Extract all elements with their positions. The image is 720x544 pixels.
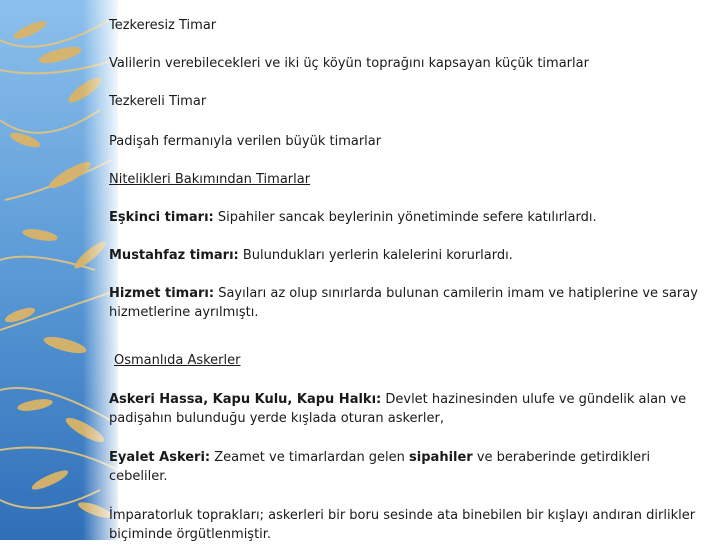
asker-hassa-text: Devlet hazinesinden ulufe ve gündelik alan ve padişahın bulunduğu yerde kışlada oturan askerler, (109, 392, 687, 426)
nitelik-text: Sipahiler sancak beylerinin yönetiminde sefere katılırlardı. (213, 210, 597, 225)
nitelik-item (109, 284, 699, 322)
asker-hassa-term: Askeri Hassa, Kapu Kulu, Kapu Halkı: (109, 392, 382, 407)
asker-eyalet-text: Zeamet ve timarlardan gelen (210, 450, 410, 465)
asker-hassa (109, 390, 699, 428)
nitelik-term: Hizmet timarı: (109, 286, 215, 301)
tezkereli-title: Tezkereli Timar (109, 94, 207, 109)
asker-eyalet-text-2: ve beraberinde getirdikleri cebeliler. (109, 450, 651, 484)
nitelik-heading: Nitelikleri Bakımından Timarlar (109, 172, 311, 187)
tezkeresiz-title: Tezkeresiz Timar (109, 18, 217, 33)
tezkeresiz-description: Valilerin verebilecekleri ve iki üç köyün toprağını kapsayan küçük timarlar (109, 56, 589, 71)
asker-eyalet (109, 448, 699, 486)
nitelik-term: Eşkinci timarı: (109, 210, 214, 225)
nitelik-term: Mustahfaz timarı: (109, 248, 239, 263)
nitelik-text: Sayıları az olup sınırlarda bulunan camilerin imam ve hatiplerine ve saray hizmetlerine ayrılmıştı. (109, 286, 698, 320)
tezkereli-description: Padişah fermanıyla verilen büyük timarlar (109, 134, 382, 149)
nitelik-item (109, 246, 699, 265)
imparatorluk-text: İmparatorluk toprakları; askerleri bir boru sesinde ata binebilen bir kışlayı andıran dirlikler biçiminde örgütlenmiştir. (109, 508, 696, 542)
nitelik-text: Bulundukları yerlerin kalelerini korurlardı. (238, 248, 513, 263)
asker-eyalet-bold: sipahiler (409, 450, 473, 465)
asker-eyalet-term: Eyalet Askeri: (109, 450, 211, 465)
asker-heading: Osmanlıda Askerler (114, 353, 241, 368)
nitelik-item (109, 208, 699, 227)
